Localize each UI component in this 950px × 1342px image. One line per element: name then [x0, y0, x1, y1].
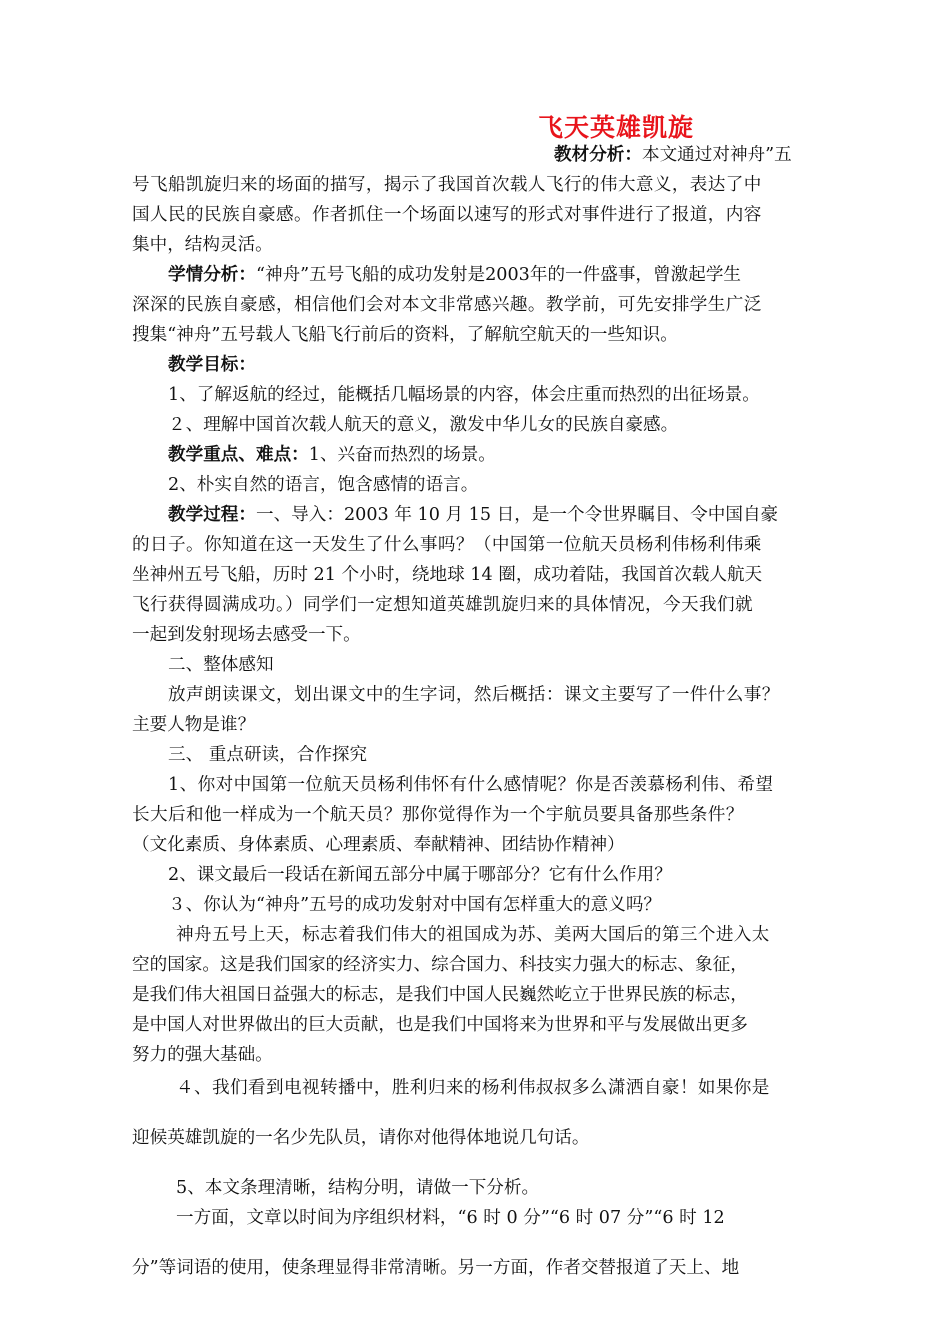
process-line-1 [168, 504, 778, 526]
students-line-3: 搜集“神舟”五号载人飞船飞行前后的资料，了解航空航天的一些知识。 [132, 325, 678, 345]
answer-3-line-1: 神舟五号上天，标志着我们伟大的祖国成为苏、美两大国后的第三个进入太 [176, 925, 770, 945]
keypoints-line-1 [168, 444, 496, 466]
students-line-2: 深深的民族自豪感，相信他们会对本文非常感兴趣。教学前，可先安排学生广泛 [132, 295, 762, 315]
section-2-text-2: 主要人物是谁？ [132, 715, 256, 735]
process-label: 教学过程： [168, 504, 256, 525]
goals-label: 教学目标： [168, 354, 256, 375]
answer-5-line-2: 分”等词语的使用，使条理显得非常清晰。另一方面，作者交替报道了天上、地 [132, 1258, 740, 1278]
answer-5-line-1: 一方面，文章以时间为序组织材料，“6 时 0 分”“6 时 07 分”“6 时 12 [176, 1208, 725, 1228]
analysis-text: 本文通过对神舟”五 [641, 145, 792, 165]
question-3: ３、你认为“神舟”五号的成功发射对中国有怎样重大的意义吗？ [168, 895, 662, 915]
process-line-2: 的日子。你知道在这一天发生了什么事吗？（中国第一位航天员杨利伟杨利伟乘 [132, 535, 762, 555]
analysis-line-3: 国人民的民族自豪感。作者抓住一个场面以速写的形式对事件进行了报道，内容 [132, 205, 762, 225]
question-4-line-1: ４、我们看到电视转播中，胜利归来的杨利伟叔叔多么潇洒自豪！如果你是 [176, 1078, 770, 1098]
section-3-heading: 三、 重点研读，合作探究 [168, 745, 368, 765]
analysis-line-2: 号飞船凯旋归来的场面的描写，揭示了我国首次载人飞行的伟大意义，表达了中 [132, 175, 762, 195]
students-line-1 [168, 264, 741, 286]
question-5: 5、本文条理清晰，结构分明，请做一下分析。 [176, 1178, 540, 1198]
keypoints-text: 1、兴奋而热烈的场景。 [308, 445, 496, 465]
answer-3-line-4: 是中国人对世界做出的巨大贡献，也是我们中国将来为世界和平与发展做出更多 [132, 1015, 748, 1035]
answer-3-line-5: 努力的强大基础。 [132, 1045, 273, 1065]
analysis-line-1 [554, 144, 792, 166]
document-title: 飞天英雄凯旋 [538, 113, 695, 142]
goals-item-2: ２、理解中国首次载人航天的意义，激发中华儿女的民族自豪感。 [168, 415, 679, 435]
keypoints-label: 教学重点、难点： [168, 444, 309, 465]
process-line-3: 坐神州五号飞船，历时 21 个小时，绕地球 14 圈，成功着陆，我国首次载人航天 [132, 565, 763, 585]
students-text: “神舟”五号飞船的成功发射是2003年的一件盛事，曾激起学生 [255, 265, 742, 285]
process-line-4: 飞行获得圆满成功。）同学们一定想知道英雄凯旋归来的具体情况，今天我们就 [132, 595, 753, 615]
process-text: 一、导入：2003 年 10 月 15 日，是一个令世界瞩目、令中国自豪 [255, 505, 779, 525]
analysis-line-4: 集中，结构灵活。 [132, 235, 273, 255]
question-1-line-1: 1、你对中国第一位航天员杨利伟怀有什么感情呢？你是否羡慕杨利伟、希望 [168, 775, 774, 795]
section-2-heading: 二、整体感知 [168, 655, 274, 675]
answer-3-line-3: 是我们伟大祖国日益强大的标志，是我们中国人民巍然屹立于世界民族的标志， [132, 985, 748, 1005]
keypoints-item-2: 2、朴实自然的语言，饱含感情的语言。 [168, 475, 479, 495]
answer-3-line-2: 空的国家。这是我们国家的经济实力、综合国力、科技实力强大的标志、象征， [132, 955, 748, 975]
section-2-text-1: 放声朗读课文，划出课文中的生字词，然后概括：课文主要写了一件什么事？ [168, 685, 780, 705]
students-label: 学情分析： [168, 264, 256, 285]
question-1-line-3: （文化素质、身体素质、心理素质、奉献精神、团结协作精神） [132, 835, 625, 855]
question-1-line-2: 长大后和他一样成为一个航天员？那你觉得作为一个宇航员要具备那些条件？ [132, 805, 744, 825]
process-line-5: 一起到发射现场去感受一下。 [132, 625, 361, 645]
goals-item-1: 1、了解返航的经过，能概括几幅场景的内容，体会庄重而热烈的出征场景。 [168, 385, 760, 405]
analysis-label: 教材分析： [554, 144, 642, 165]
question-2: 2、课文最后一段话在新闻五部分中属于哪部分？它有什么作用？ [168, 865, 672, 885]
question-4-line-2: 迎候英雄凯旋的一名少先队员，请你对他得体地说几句话。 [132, 1128, 590, 1148]
